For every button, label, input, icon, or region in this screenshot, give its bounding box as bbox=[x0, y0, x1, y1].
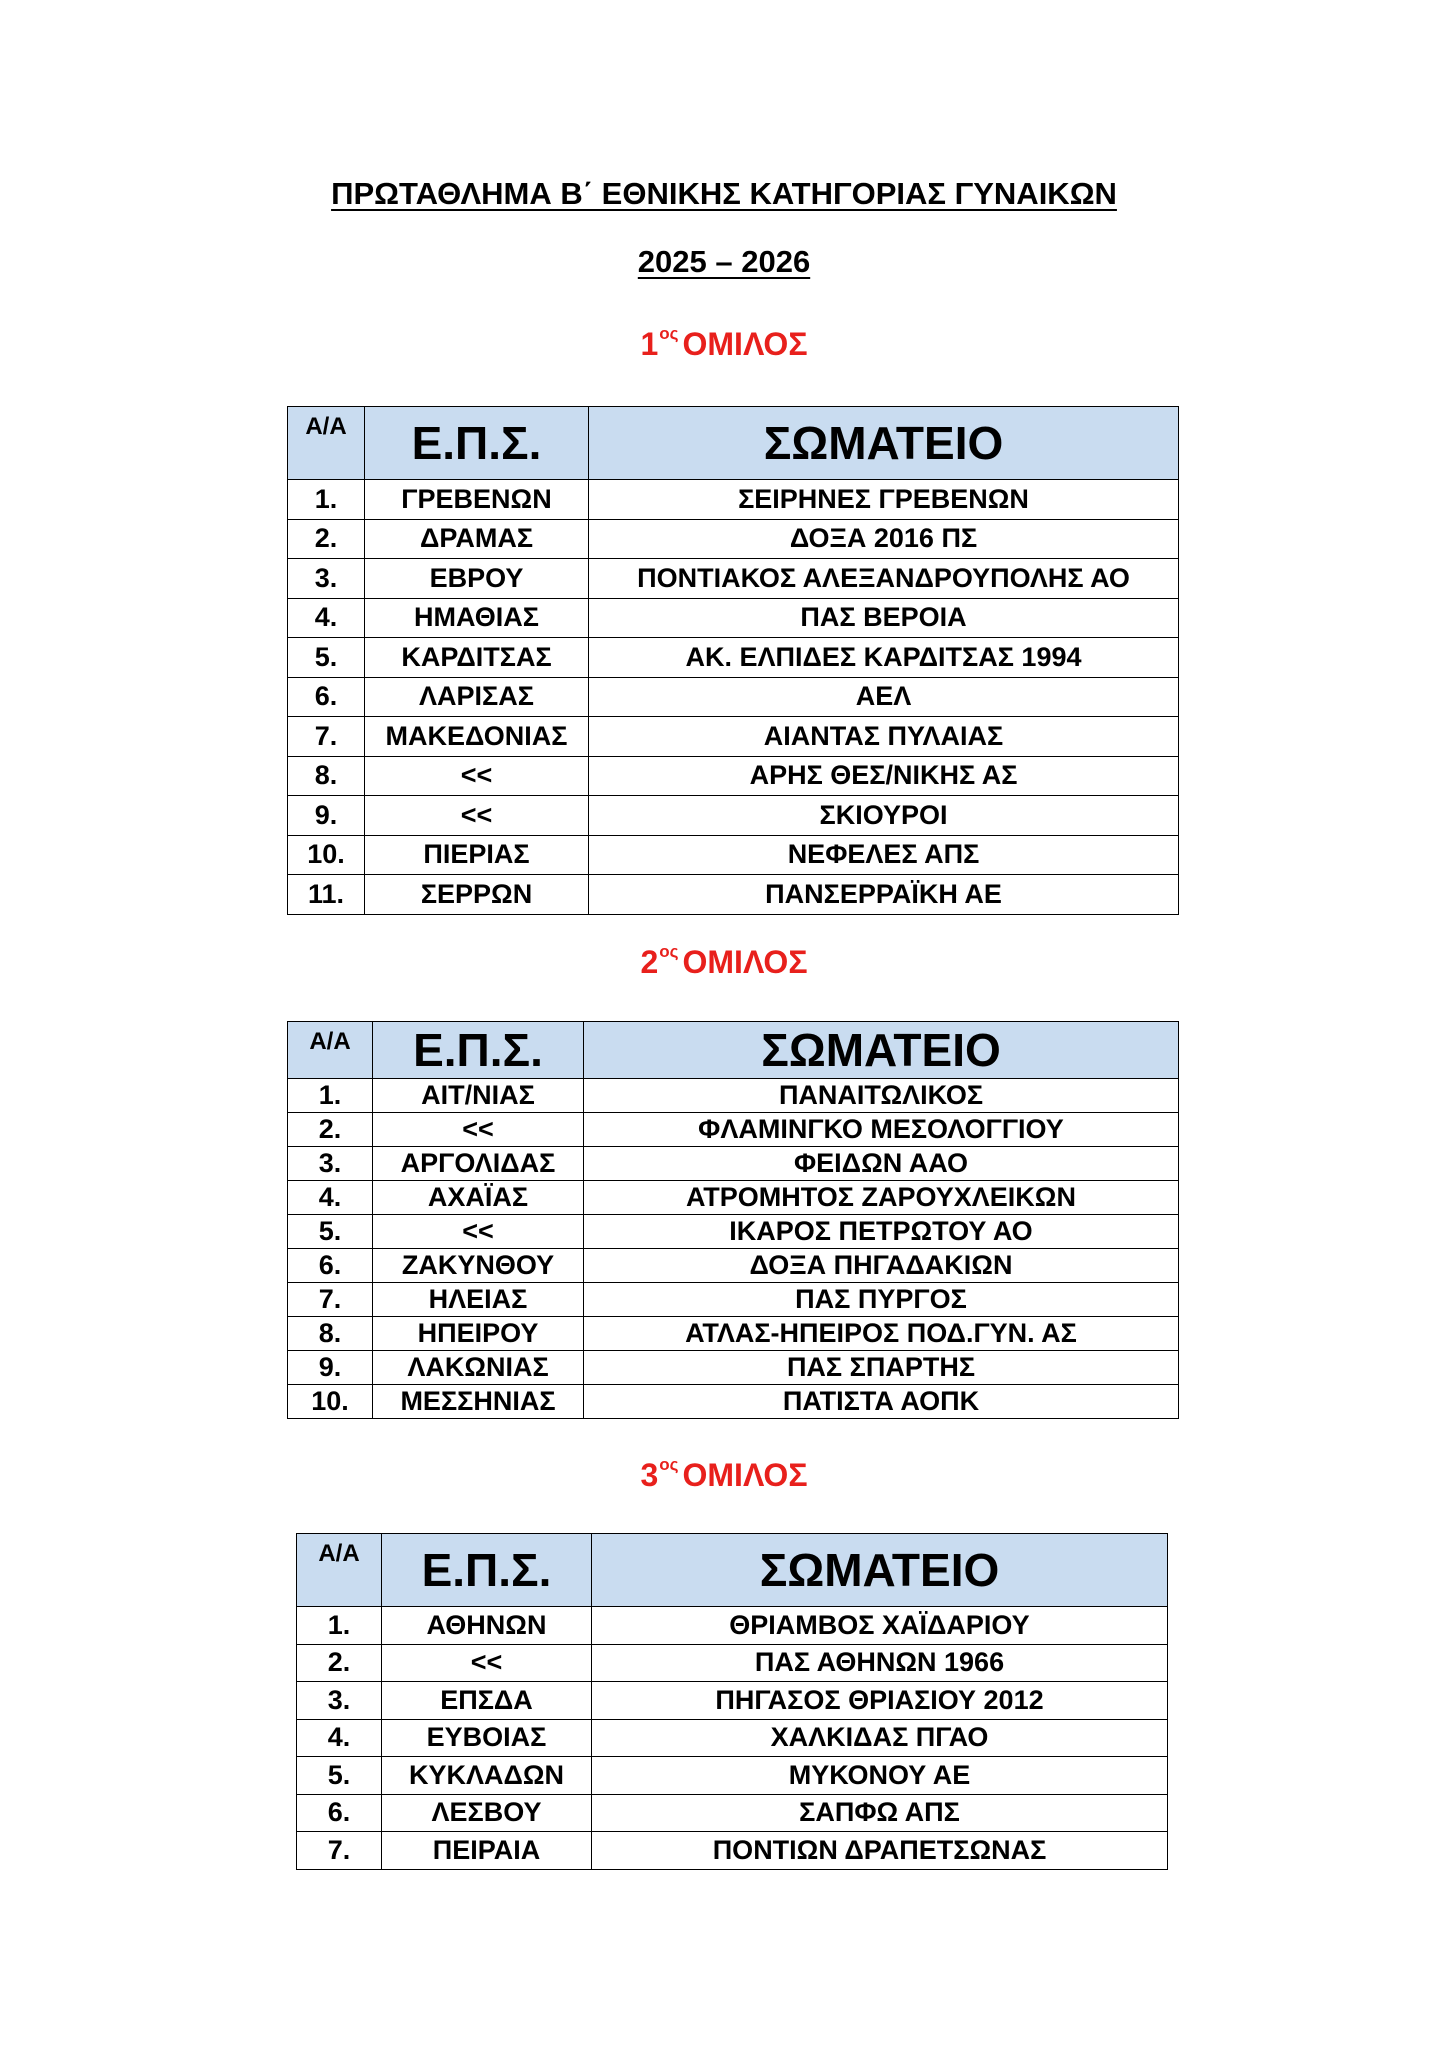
group-2-table bbox=[287, 1021, 1179, 1419]
group-label: ΟΜΙΛΟΣ bbox=[682, 1457, 808, 1493]
row-aa: 4. bbox=[288, 598, 365, 638]
row-club: ΦΕΙΔΩΝ ΑΑΟ bbox=[584, 1147, 1179, 1181]
row-eps: ΠΙΕΡΙΑΣ bbox=[365, 835, 589, 875]
table-row bbox=[297, 1794, 1168, 1832]
row-aa: 6. bbox=[288, 1249, 373, 1283]
table-row bbox=[288, 1351, 1179, 1385]
group-2-title bbox=[0, 944, 1448, 981]
group-ordinal-suffix: ος bbox=[659, 324, 679, 344]
row-eps: ΗΛΕΙΑΣ bbox=[373, 1283, 584, 1317]
row-eps: ΛΑΡΙΣΑΣ bbox=[365, 677, 589, 717]
table-row bbox=[288, 835, 1179, 875]
group-3-table bbox=[296, 1533, 1168, 1870]
row-club: ΙΚΑΡΟΣ ΠΕΤΡΩΤΟΥ ΑΟ bbox=[584, 1215, 1179, 1249]
row-aa: 5. bbox=[288, 638, 365, 678]
row-aa: 7. bbox=[288, 717, 365, 757]
row-eps: ΣΕΡΡΩΝ bbox=[365, 875, 589, 915]
row-club: ΠΑΤΙΣΤΑ ΑΟΠΚ bbox=[584, 1385, 1179, 1419]
table-row bbox=[297, 1719, 1168, 1757]
row-eps: ΑΘΗΝΩΝ bbox=[382, 1607, 592, 1645]
table-row bbox=[288, 796, 1179, 836]
table-row bbox=[297, 1682, 1168, 1720]
table-row bbox=[288, 1385, 1179, 1419]
row-eps: ΜΑΚΕΔΟΝΙΑΣ bbox=[365, 717, 589, 757]
group-3-title bbox=[0, 1457, 1448, 1494]
table-row bbox=[288, 519, 1179, 559]
table-row bbox=[297, 1644, 1168, 1682]
row-club: ΘΡΙΑΜΒΟΣ ΧΑΪΔΑΡΙΟΥ bbox=[592, 1607, 1168, 1645]
row-club: ΠΑΝΣΕΡΡΑΪΚΗ ΑΕ bbox=[589, 875, 1179, 915]
row-eps: ΠΕΙΡΑΙΑ bbox=[382, 1832, 592, 1870]
row-aa: 8. bbox=[288, 1317, 373, 1351]
row-club: ΣΕΙΡΗΝΕΣ ΓΡΕΒΕΝΩΝ bbox=[589, 480, 1179, 520]
row-club: ΑΙΑΝΤΑΣ ΠΥΛΑΙΑΣ bbox=[589, 717, 1179, 757]
row-eps: << bbox=[382, 1644, 592, 1682]
row-eps: ΚΥΚΛΑΔΩΝ bbox=[382, 1757, 592, 1795]
group-1-table bbox=[287, 406, 1179, 915]
row-club: ΣΚΙΟΥΡΟΙ bbox=[589, 796, 1179, 836]
group-number: 1 bbox=[640, 326, 659, 362]
table-row bbox=[288, 480, 1179, 520]
row-club: ΔΟΞΑ ΠΗΓΑΔΑΚΙΩΝ bbox=[584, 1249, 1179, 1283]
row-club: ΑΡΗΣ ΘΕΣ/ΝΙΚΗΣ ΑΣ bbox=[589, 756, 1179, 796]
table-row bbox=[297, 1607, 1168, 1645]
row-aa: 6. bbox=[288, 677, 365, 717]
header-aa: Α/Α bbox=[288, 407, 365, 480]
row-aa: 3. bbox=[297, 1682, 382, 1720]
row-club: ΦΛΑΜΙΝΓΚΟ ΜΕΣΟΛΟΓΓΙΟΥ bbox=[584, 1113, 1179, 1147]
row-aa: 11. bbox=[288, 875, 365, 915]
row-aa: 5. bbox=[297, 1757, 382, 1795]
row-eps: << bbox=[373, 1113, 584, 1147]
group-label: ΟΜΙΛΟΣ bbox=[682, 326, 808, 362]
table-row bbox=[288, 717, 1179, 757]
row-club: ΑΕΛ bbox=[589, 677, 1179, 717]
group-number: 3 bbox=[640, 1457, 659, 1493]
table-row bbox=[288, 677, 1179, 717]
row-aa: 4. bbox=[297, 1719, 382, 1757]
group-ordinal-suffix: ος bbox=[659, 942, 679, 962]
table-header-row bbox=[288, 1022, 1179, 1079]
row-club: ΠΑΣ ΠΥΡΓΟΣ bbox=[584, 1283, 1179, 1317]
row-aa: 1. bbox=[297, 1607, 382, 1645]
row-eps: ΗΠΕΙΡΟΥ bbox=[373, 1317, 584, 1351]
row-club: ΠΑΝΑΙΤΩΛΙΚΟΣ bbox=[584, 1079, 1179, 1113]
row-club: ΠΗΓΑΣΟΣ ΘΡΙΑΣΙΟΥ 2012 bbox=[592, 1682, 1168, 1720]
row-aa: 3. bbox=[288, 1147, 373, 1181]
row-club: ΑΚ. ΕΛΠΙΔΕΣ ΚΑΡΔΙΤΣΑΣ 1994 bbox=[589, 638, 1179, 678]
table-row bbox=[288, 1113, 1179, 1147]
row-eps: ΕΥΒΟΙΑΣ bbox=[382, 1719, 592, 1757]
row-eps: << bbox=[365, 796, 589, 836]
row-eps: ΑΙΤ/ΝΙΑΣ bbox=[373, 1079, 584, 1113]
season-title: 2025 – 2026 bbox=[637, 244, 811, 279]
row-aa: 2. bbox=[288, 519, 365, 559]
row-eps: ΚΑΡΔΙΤΣΑΣ bbox=[365, 638, 589, 678]
row-eps: ΖΑΚΥΝΘΟΥ bbox=[373, 1249, 584, 1283]
table-row bbox=[288, 1249, 1179, 1283]
row-aa: 9. bbox=[288, 1351, 373, 1385]
table-row bbox=[288, 598, 1179, 638]
row-club: ΠΑΣ ΒΕΡΟΙΑ bbox=[589, 598, 1179, 638]
row-aa: 5. bbox=[288, 1215, 373, 1249]
row-club: ΠΑΣ ΣΠΑΡΤΗΣ bbox=[584, 1351, 1179, 1385]
row-aa: 10. bbox=[288, 835, 365, 875]
row-aa: 2. bbox=[297, 1644, 382, 1682]
row-eps: ΑΧΑΪΑΣ bbox=[373, 1181, 584, 1215]
row-aa: 9. bbox=[288, 796, 365, 836]
row-eps: ΜΕΣΣΗΝΙΑΣ bbox=[373, 1385, 584, 1419]
row-aa: 7. bbox=[288, 1283, 373, 1317]
table-row bbox=[297, 1757, 1168, 1795]
row-club: ΠΟΝΤΙΑΚΟΣ ΑΛΕΞΑΝΔΡΟΥΠΟΛΗΣ ΑΟ bbox=[589, 559, 1179, 599]
group-number: 2 bbox=[640, 944, 659, 980]
row-aa: 6. bbox=[297, 1794, 382, 1832]
row-eps: << bbox=[365, 756, 589, 796]
row-club: ΝΕΦΕΛΕΣ ΑΠΣ bbox=[589, 835, 1179, 875]
group-ordinal-suffix: ος bbox=[659, 1455, 679, 1475]
row-eps: ΕΠΣΔΑ bbox=[382, 1682, 592, 1720]
table-row bbox=[288, 1283, 1179, 1317]
header-club: ΣΩΜΑΤΕΙΟ bbox=[589, 407, 1179, 480]
row-aa: 7. bbox=[297, 1832, 382, 1870]
table-row bbox=[288, 559, 1179, 599]
group-1-title bbox=[0, 326, 1448, 363]
header-eps: Ε.Π.Σ. bbox=[382, 1534, 592, 1607]
table-row bbox=[288, 1215, 1179, 1249]
row-club: ΣΑΠΦΩ ΑΠΣ bbox=[592, 1794, 1168, 1832]
table-header-row bbox=[297, 1534, 1168, 1607]
table-row bbox=[288, 1079, 1179, 1113]
table-row bbox=[288, 756, 1179, 796]
row-aa: 10. bbox=[288, 1385, 373, 1419]
row-club: ΠΟΝΤΙΩΝ ΔΡΑΠΕΤΣΩΝΑΣ bbox=[592, 1832, 1168, 1870]
row-aa: 1. bbox=[288, 1079, 373, 1113]
row-club: ΧΑΛΚΙΔΑΣ ΠΓΑΟ bbox=[592, 1719, 1168, 1757]
row-club: ΔΟΞΑ 2016 ΠΣ bbox=[589, 519, 1179, 559]
row-club: ΜΥΚΟΝΟΥ ΑΕ bbox=[592, 1757, 1168, 1795]
table-header-row bbox=[288, 407, 1179, 480]
row-club: ΠΑΣ ΑΘΗΝΩΝ 1966 bbox=[592, 1644, 1168, 1682]
group-label: ΟΜΙΛΟΣ bbox=[682, 944, 808, 980]
document-title: ΠΡΩΤΑΘΛΗΜΑ Β΄ ΕΘΝΙΚΗΣ ΚΑΤΗΓΟΡΙΑΣ ΓΥΝΑΙΚΩΝ bbox=[331, 176, 1117, 211]
table-row bbox=[288, 1147, 1179, 1181]
header-club: ΣΩΜΑΤΕΙΟ bbox=[592, 1534, 1168, 1607]
row-eps: ΛΑΚΩΝΙΑΣ bbox=[373, 1351, 584, 1385]
table-row bbox=[288, 638, 1179, 678]
row-eps: ΔΡΑΜΑΣ bbox=[365, 519, 589, 559]
row-eps: ΓΡΕΒΕΝΩΝ bbox=[365, 480, 589, 520]
row-eps: ΛΕΣΒΟΥ bbox=[382, 1794, 592, 1832]
row-eps: << bbox=[373, 1215, 584, 1249]
table-row bbox=[297, 1832, 1168, 1870]
row-club: ΑΤΛΑΣ-ΗΠΕΙΡΟΣ ΠΟΔ.ΓΥΝ. ΑΣ bbox=[584, 1317, 1179, 1351]
table-row bbox=[288, 1317, 1179, 1351]
row-aa: 8. bbox=[288, 756, 365, 796]
row-eps: ΑΡΓΟΛΙΔΑΣ bbox=[373, 1147, 584, 1181]
row-aa: 2. bbox=[288, 1113, 373, 1147]
row-aa: 3. bbox=[288, 559, 365, 599]
header-club: ΣΩΜΑΤΕΙΟ bbox=[584, 1022, 1179, 1079]
row-eps: ΕΒΡΟΥ bbox=[365, 559, 589, 599]
row-aa: 1. bbox=[288, 480, 365, 520]
table-row bbox=[288, 1181, 1179, 1215]
table-row bbox=[288, 875, 1179, 915]
header-eps: Ε.Π.Σ. bbox=[373, 1022, 584, 1079]
row-aa: 4. bbox=[288, 1181, 373, 1215]
header-eps: Ε.Π.Σ. bbox=[365, 407, 589, 480]
header-aa: Α/Α bbox=[297, 1534, 382, 1607]
row-club: ΑΤΡΟΜΗΤΟΣ ΖΑΡΟΥΧΛΕΙΚΩΝ bbox=[584, 1181, 1179, 1215]
row-eps: ΗΜΑΘΙΑΣ bbox=[365, 598, 589, 638]
header-aa: Α/Α bbox=[288, 1022, 373, 1079]
